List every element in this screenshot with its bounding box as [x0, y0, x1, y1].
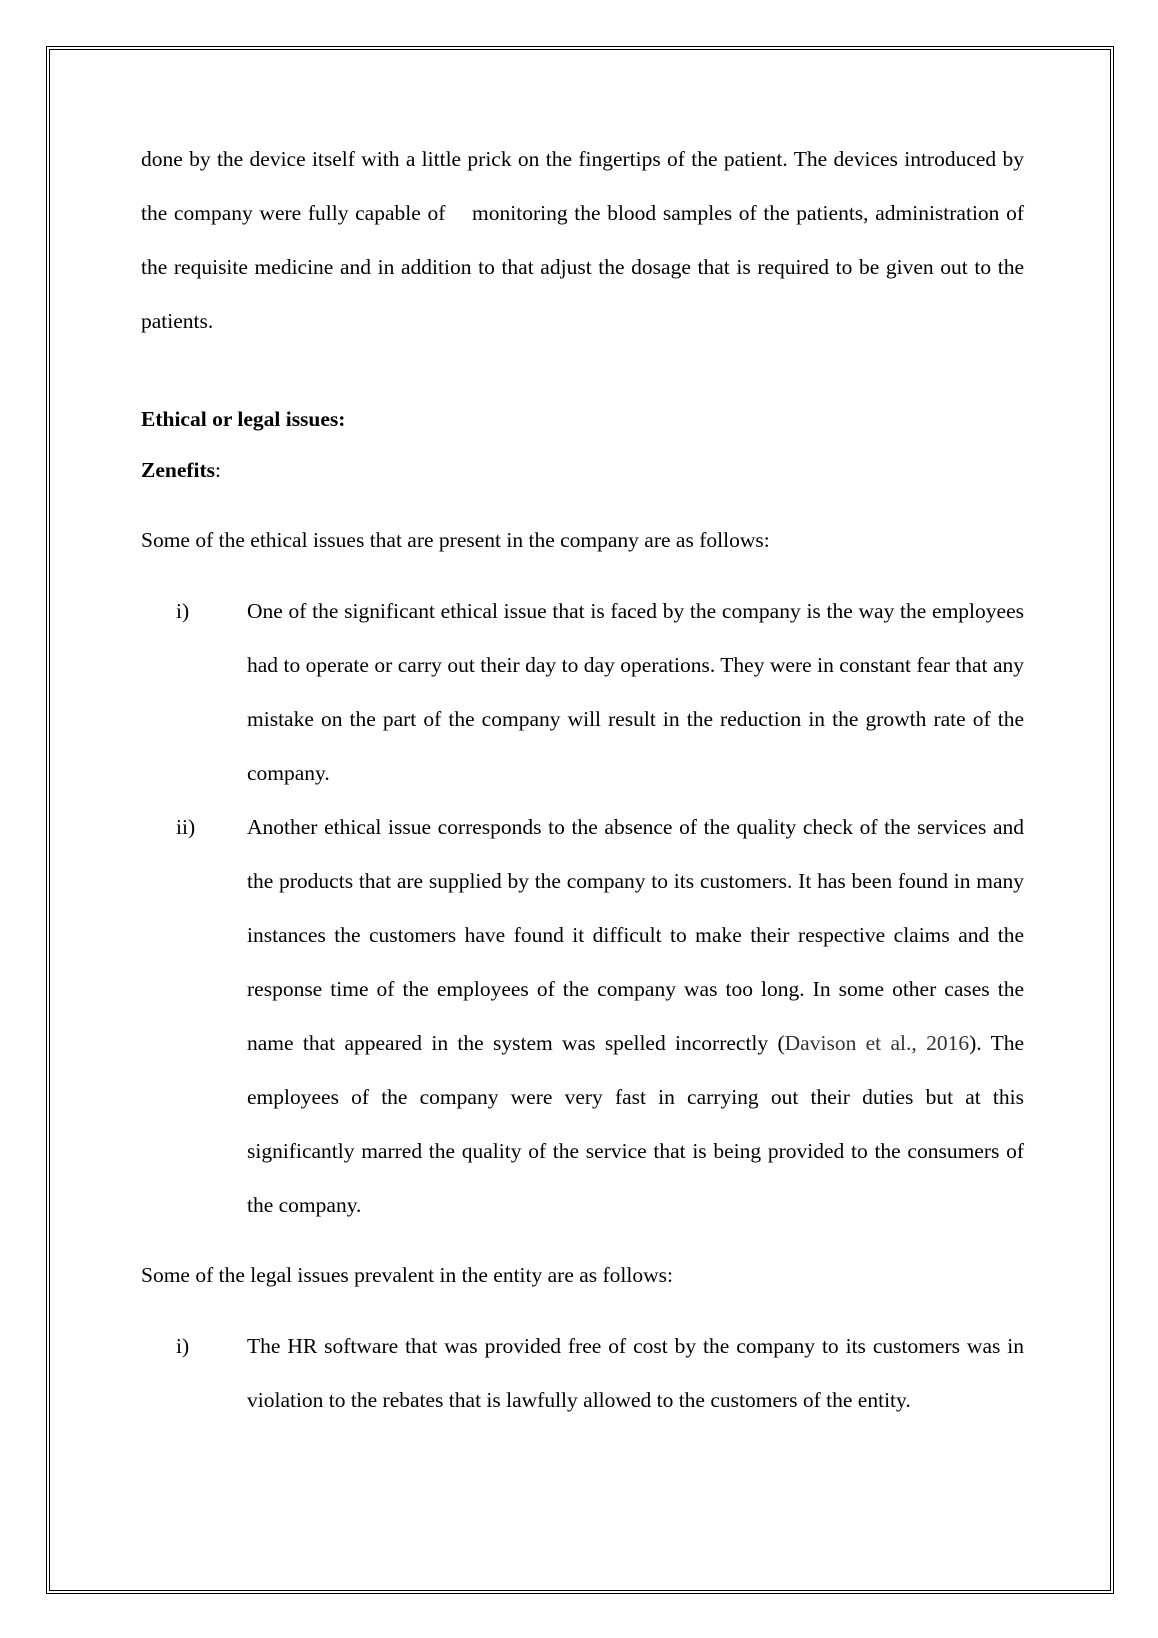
intro-paragraph: done by the device itself with a little prick on the fingertips of the patient. The devices introduced by the company were fully capable of monitoring the blood samples of the patients, administration of the requisite medicine and in addition to that adjust the dosage that is required to be given out to the patients. [141, 147, 1024, 333]
list-item-text: One of the significant ethical issue that is faced by the company is the way the employees had to operate or carry out their day to day operations. They were in constant fear that any mistake on the part of the company will result in the reduction in the growth rate of the company. [247, 599, 1024, 785]
list-item [141, 800, 1024, 1232]
ethical-intro: Some of the ethical issues that are present in the company are as follows: [141, 528, 770, 552]
legal-intro: Some of the legal issues prevalent in the entity are as follows: [141, 1263, 673, 1287]
list-item [141, 584, 1024, 800]
subheading-suffix: : [215, 458, 222, 482]
subheading-label: Zenefits [141, 458, 216, 482]
list-item-text: The HR software that was provided free of cost by the company to its customers was in violation to the rebates that is lawfully allowed to the customers of the entity. [247, 1334, 1024, 1412]
subheading [141, 457, 1024, 483]
list-item [141, 1319, 1024, 1427]
section-heading: Ethical or legal issues: [141, 407, 346, 431]
list-marker: i) [176, 1334, 190, 1358]
ethical-issues-list [141, 584, 1024, 1232]
list-marker: ii) [176, 815, 196, 839]
list-item-text-after: ). The employees of the company were very fast in carrying out their duties but at this significantly marred the quality of the service that is being provided to the consumers of the company. [247, 1031, 1024, 1217]
list-item-text-before: Another ethical issue corresponds to the absence of the quality check of the services and the products that are supplied by the company to its customers. It has been found in many instances the customers have found it difficult to make their respective claims and the response time of the employees of the company was too long. In some other cases the name that appeared in the system was spelled incorrectly ( [247, 815, 1024, 1055]
legal-issues-list [141, 1319, 1024, 1427]
list-marker: i) [176, 599, 190, 623]
list-item-text [247, 800, 1024, 1232]
citation: Davison et al., 2016 [784, 1031, 970, 1055]
document-body [141, 132, 1024, 1427]
